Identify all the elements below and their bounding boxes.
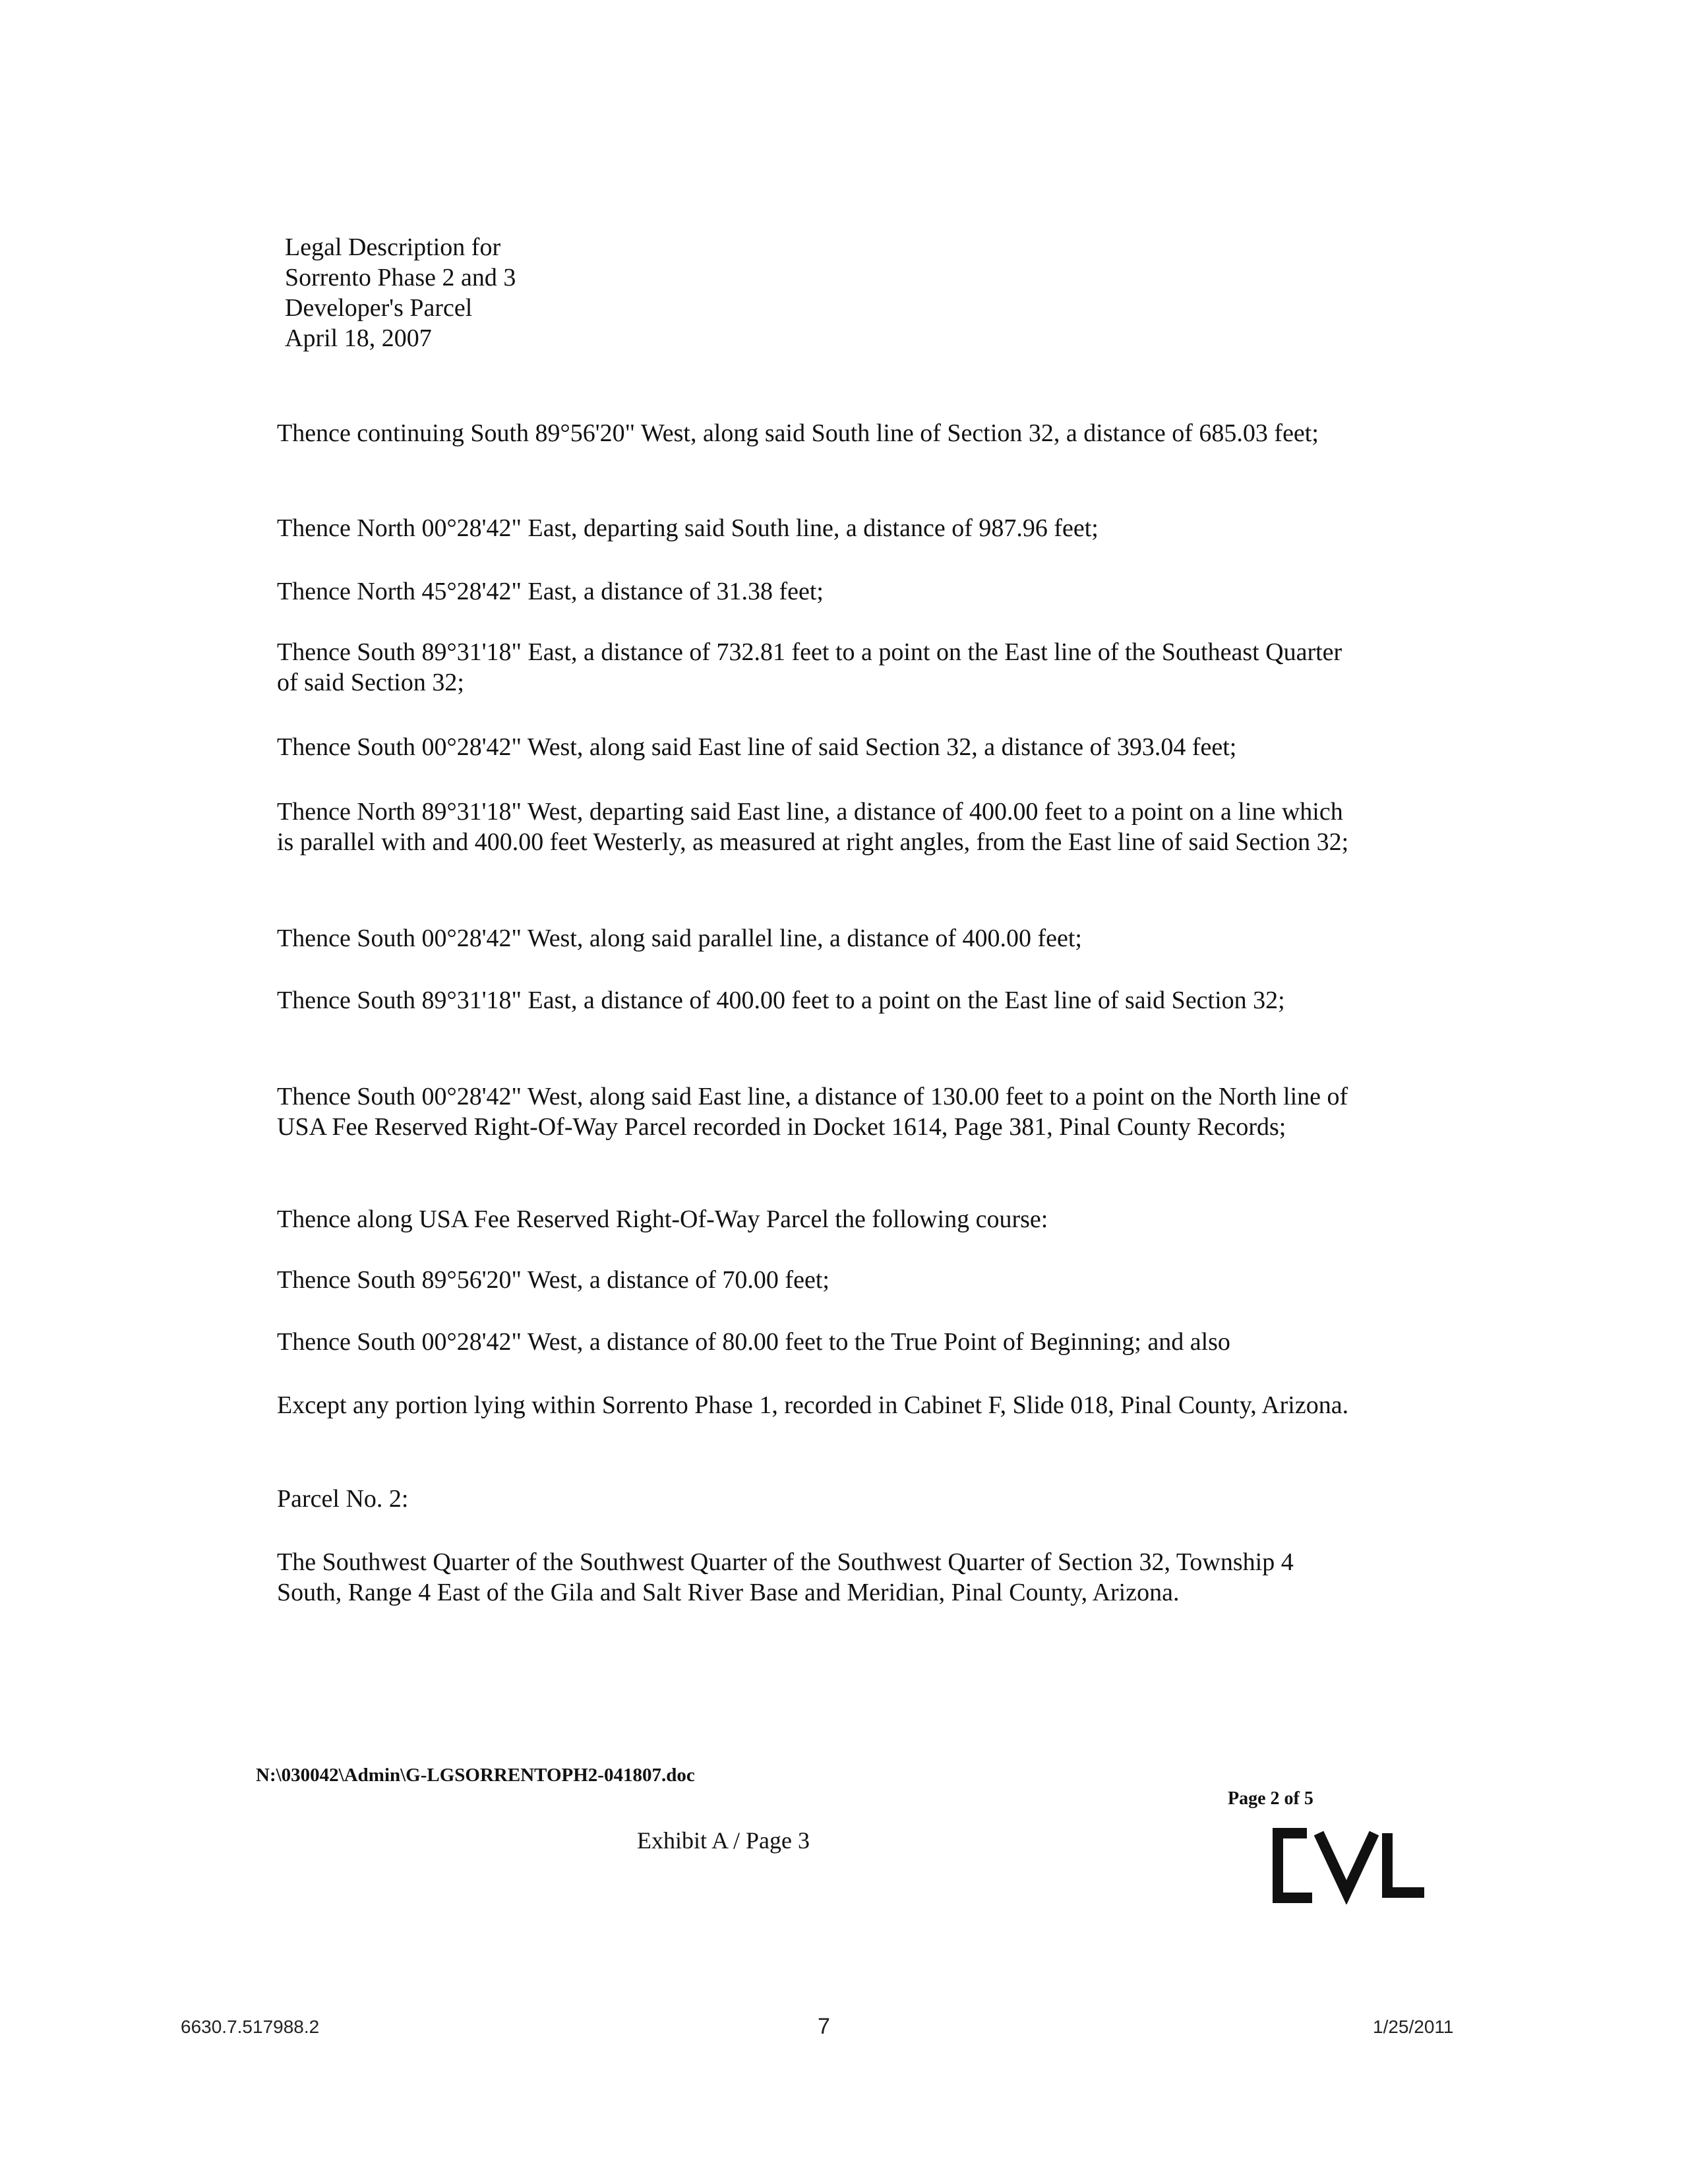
- parcel-heading: Parcel No. 2:: [277, 1485, 409, 1513]
- course-paragraph: Thence South 89°31'18" East, a distance of 400.00 feet to a point on the East line of said Section 32;: [277, 986, 1285, 1014]
- header-date: April 18, 2007: [285, 324, 432, 352]
- header-parcel: Developer's Parcel: [285, 294, 473, 322]
- footer-page-number: 7: [818, 2014, 830, 2039]
- course-paragraph: Thence continuing South 89°56'20" West, along said South line of Section 32, a distance of 685.03 feet;: [277, 419, 1319, 447]
- document-header: [285, 232, 878, 353]
- header-title: Legal Description for: [285, 233, 501, 261]
- file-path: N:\030042\Admin\G-LGSORRENTOPH2-041807.doc: [256, 1765, 695, 1786]
- footer-doc-number: 6630.7.517988.2: [181, 2017, 320, 2037]
- page-count: Page 2 of 5: [1228, 1788, 1313, 1809]
- course-paragraph: Thence North 89°31'18" West, departing said East line, a distance of 400.00 feet to a point on a line which is parallel with and 400.00 feet Westerly, as measured at right angles, from the East line of said Section 32;: [277, 798, 1349, 856]
- course-paragraph: Thence South 00°28'42" West, along said East line, a distance of 130.00 feet to a point on the North line of USA Fee Reserved Right-Of-Way Parcel recorded in Docket 1614, Page 381, Pinal County Records;: [277, 1083, 1348, 1141]
- course-paragraph: Thence North 00°28'42" East, departing said South line, a distance of 987.96 feet;: [277, 514, 1099, 542]
- course-paragraph: Thence North 45°28'42" East, a distance of 31.38 feet;: [277, 578, 824, 605]
- exception-paragraph: Except any portion lying within Sorrento Phase 1, recorded in Cabinet F, Slide 018, Pinal County, Arizona.: [277, 1391, 1349, 1419]
- footer-date: 1/25/2011: [1373, 2017, 1454, 2037]
- exhibit-label: Exhibit A / Page 3: [637, 1827, 810, 1854]
- cvl-logo: [1269, 1827, 1427, 1904]
- course-paragraph: Thence South 00°28'42" West, along said East line of said Section 32, a distance of 393.04 feet;: [277, 733, 1237, 761]
- course-paragraph: Thence South 89°31'18" East, a distance of 732.81 feet to a point on the East line of the Southeast Quarter of said Section 32;: [277, 638, 1342, 696]
- parcel-description: The Southwest Quarter of the Southwest Quarter of the Southwest Quarter of Section 32, Township 4 South, Range 4 East of the Gila and Salt River Base and Meridian, Pinal County, Arizona.: [277, 1548, 1294, 1606]
- course-paragraph: Thence along USA Fee Reserved Right-Of-Way Parcel the following course:: [277, 1205, 1048, 1233]
- course-paragraph: Thence South 89°56'20" West, a distance of 70.00 feet;: [277, 1266, 829, 1294]
- course-paragraph: Thence South 00°28'42" West, along said parallel line, a distance of 400.00 feet;: [277, 925, 1082, 952]
- header-project: Sorrento Phase 2 and 3: [285, 264, 516, 291]
- course-paragraph: Thence South 00°28'42" West, a distance of 80.00 feet to the True Point of Beginning; and also: [277, 1328, 1230, 1356]
